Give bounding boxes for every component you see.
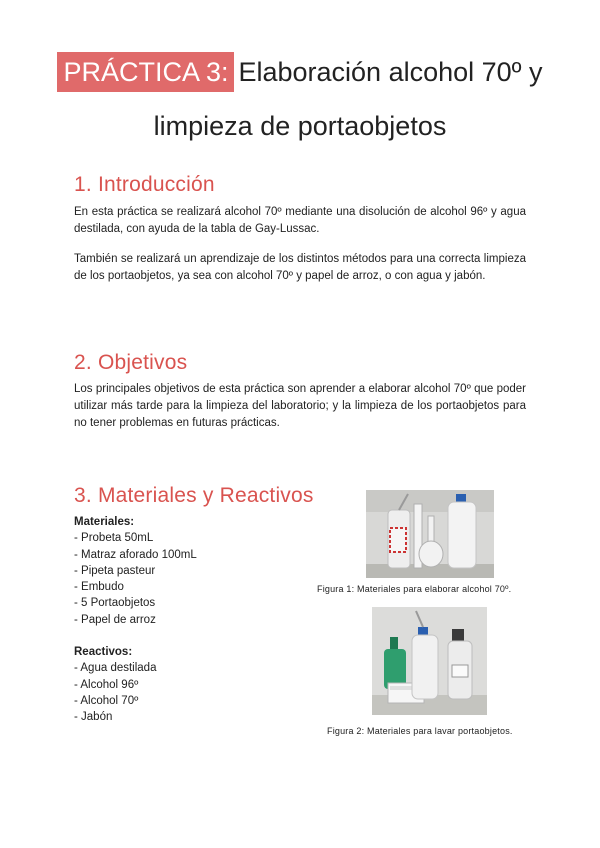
- list-item: - Papel de arroz: [74, 613, 156, 626]
- figure-1-image: [366, 490, 494, 578]
- intro-paragraph-1: En esta práctica se realizará alcohol 70º mediante una disolución de alcohol 96º y agua destilada, con ayuda de la tabla de Gay-Lussac.: [74, 206, 526, 235]
- list-item: - Probeta 50mL: [74, 532, 154, 545]
- cleaning-materials-photo: [372, 607, 487, 715]
- title-text: Elaboración alcohol 70º y: [238, 57, 543, 87]
- section-heading-materials: 3. Materiales y Reactivos: [74, 484, 314, 507]
- objectives-paragraph: Los principales objetivos de esta práctica son aprender a elaborar alcohol 70º que poder utilizar más tarde para la limpieza del laboratorio; y la limpieza de los portaobjetos para no tener problemas en futuras prácticas.: [74, 383, 526, 429]
- title-line-2: limpieza de portaobjetos: [153, 111, 447, 141]
- list-item: - Agua destilada: [74, 662, 157, 675]
- reactivos-label: Reactivos:: [74, 646, 133, 659]
- list-item: - Pipeta pasteur: [74, 564, 156, 577]
- document-title: [0, 52, 600, 146]
- list-item: - Alcohol 70º: [74, 694, 139, 707]
- list-item: - Matraz aforado 100mL: [74, 548, 197, 561]
- section-heading-objectives: 2. Objetivos: [74, 351, 188, 374]
- title-line-1: [0, 52, 600, 92]
- lab-materials-photo: [366, 490, 494, 578]
- intro-paragraph-2: También se realizará un aprendizaje de los distintos métodos para una correcta limpieza de los portaobjetos, ya sea con alcohol 70º y papel de arroz, o con agua y jabón.: [74, 253, 526, 282]
- list-item: - Jabón: [74, 711, 113, 724]
- list-item: - 5 Portaobjetos: [74, 597, 156, 610]
- section-heading-intro: 1. Introducción: [74, 173, 215, 196]
- list-item: - Embudo: [74, 581, 124, 594]
- figure-2-image: [372, 607, 487, 715]
- practice-badge: PRÁCTICA 3:: [57, 52, 234, 92]
- materials-list: [74, 514, 197, 726]
- figure-1-caption: Figura 1: Materiales para elaborar alcohol 70º.: [317, 584, 512, 594]
- list-item: - Alcohol 96º: [74, 678, 139, 691]
- materiales-label: Materiales:: [74, 516, 135, 528]
- figure-2-caption: Figura 2: Materiales para lavar portaobjetos.: [327, 726, 513, 736]
